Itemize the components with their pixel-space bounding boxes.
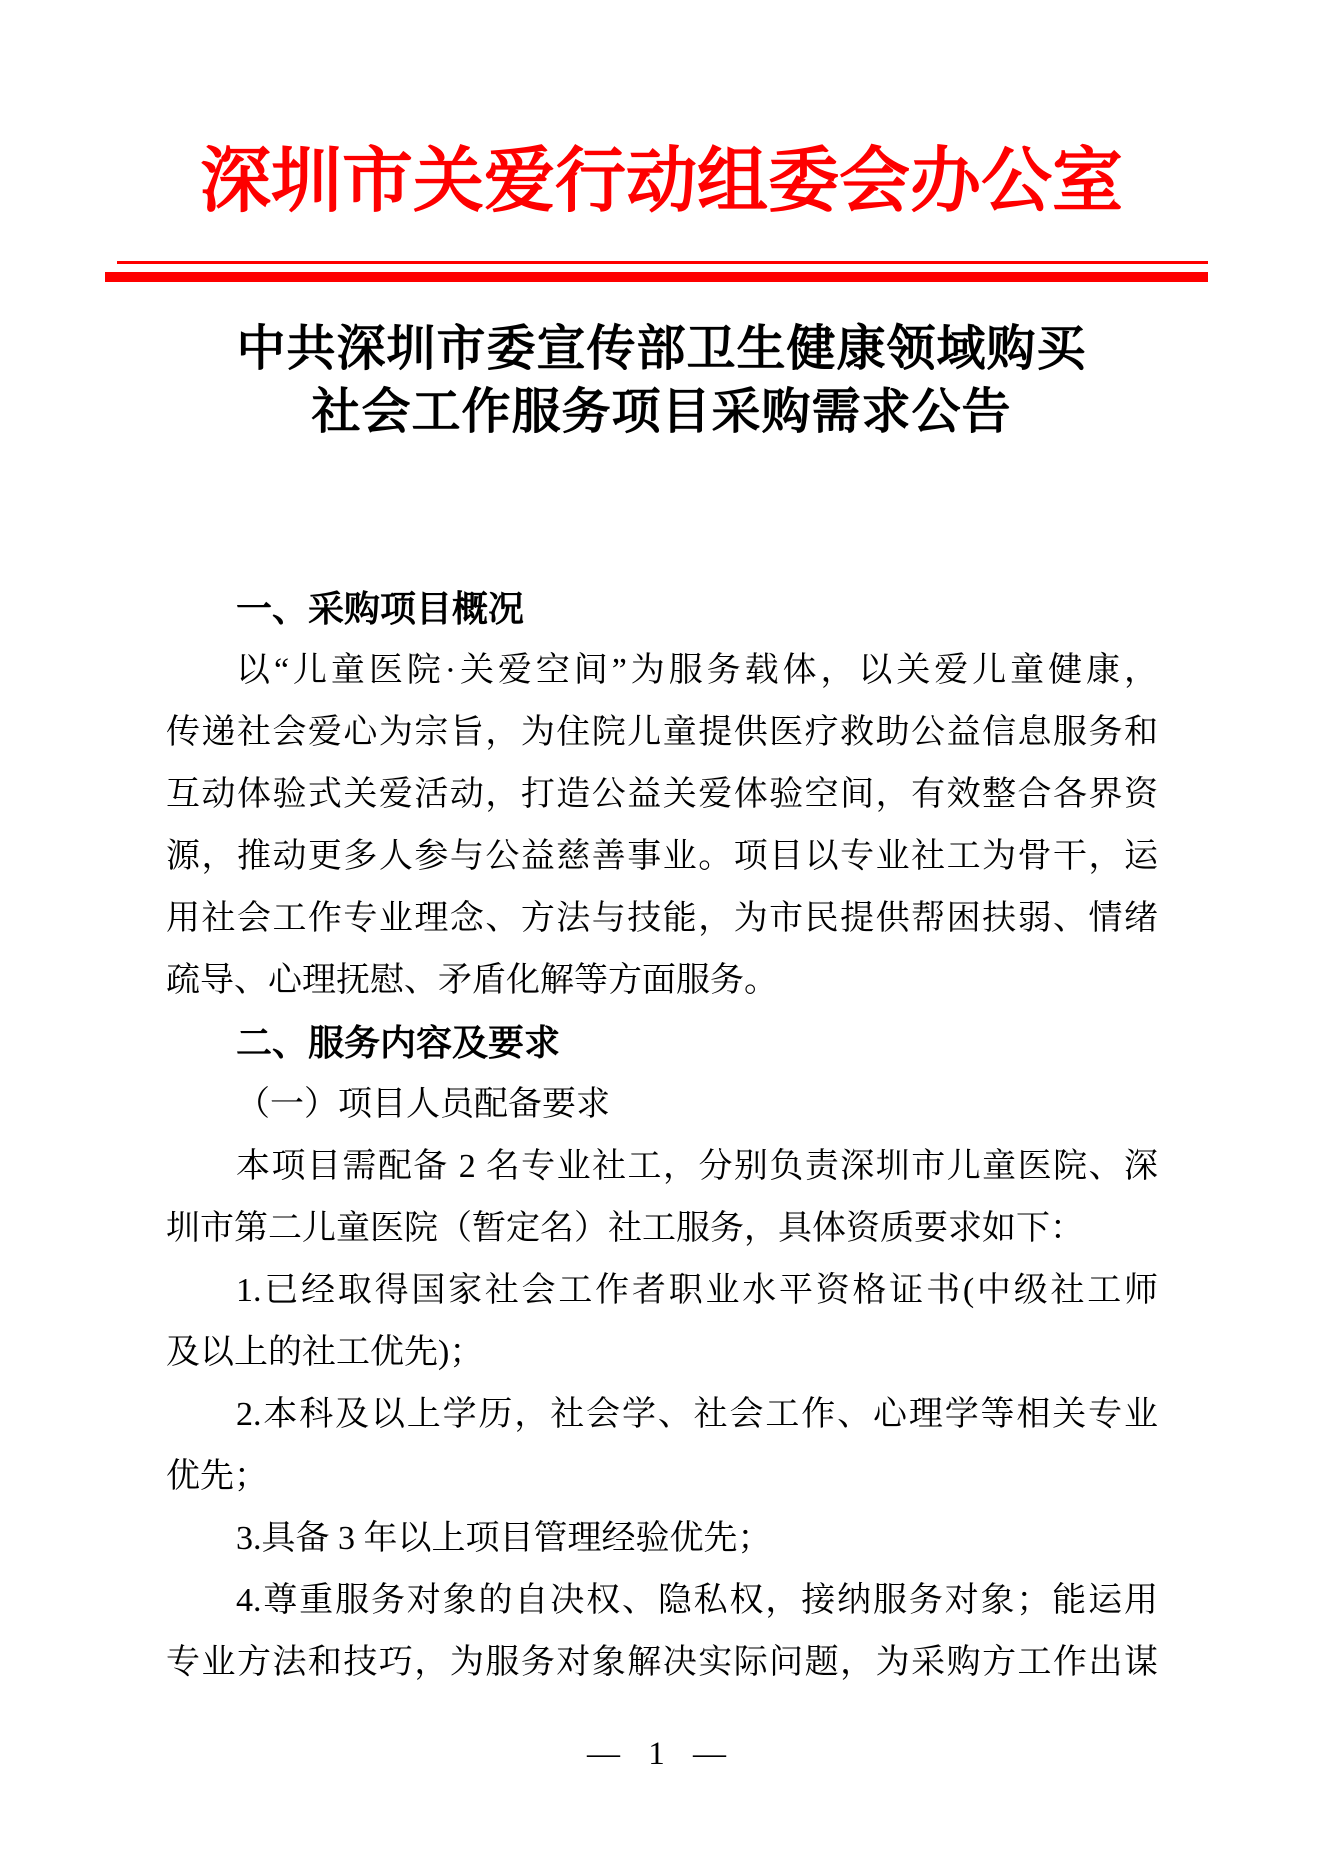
- body-line-item-2: 2.本科及以上学历，社会学、社会工作、心理学等相关专业: [236, 1396, 1158, 1433]
- body-line-item-3: 3.具备 3 年以上项目管理经验优先；: [236, 1520, 772, 1557]
- document-title-line1: 中共深圳市委宣传部卫生健康领域购买: [236, 321, 1087, 376]
- body-line: 互动体验式关爱活动，打造公益关爱体验空间，有效整合各界资: [166, 776, 1158, 813]
- body-line: 以“儿童医院·关爱空间”为服务载体，以关爱儿童健康，: [236, 652, 1158, 689]
- subsection-heading-1: （一）项目人员配备要求: [236, 1086, 610, 1123]
- document-title-line2: 社会工作服务项目采购需求公告: [311, 384, 1012, 439]
- body-line: 及以上的社工优先)；: [166, 1334, 484, 1371]
- body-line-item-4: 4.尊重服务对象的自决权、隐私权，接纳服务对象；能运用: [236, 1582, 1158, 1619]
- body-line: 专业方法和技巧，为服务对象解决实际问题，为采购方工作出谋: [166, 1644, 1158, 1681]
- red-separator-thin: [117, 261, 1208, 264]
- body-line: 圳市第二儿童医院（暂定名）社工服务，具体资质要求如下：: [166, 1210, 1084, 1247]
- body-line: 源，推动更多人参与公益慈善事业。项目以专业社工为骨干，运: [166, 838, 1158, 875]
- body-line: 传递社会爱心为宗旨，为住院儿童提供医疗救助公益信息服务和: [166, 714, 1158, 751]
- body-line: 优先；: [166, 1458, 268, 1495]
- section-heading-1: 一、采购项目概况: [236, 588, 525, 629]
- document-body: [166, 578, 1158, 1694]
- body-line: 本项目需配备 2 名专业社工，分别负责深圳市儿童医院、深: [236, 1148, 1158, 1185]
- body-line: 用社会工作专业理念、方法与技能，为市民提供帮困扶弱、情绪: [166, 900, 1158, 937]
- letterhead-office-name: 深圳市关爱行动组委会办公室: [199, 138, 1123, 222]
- page-number: — 1 —: [587, 1736, 736, 1772]
- document-title: [0, 317, 1323, 443]
- body-line-item-1: 1.已经取得国家社会工作者职业水平资格证书(中级社工师: [236, 1272, 1158, 1309]
- section-heading-2: 二、服务内容及要求: [236, 1022, 561, 1063]
- red-separator-thick: [105, 272, 1208, 282]
- body-line: 疏导、心理抚慰、矛盾化解等方面服务。: [166, 962, 778, 999]
